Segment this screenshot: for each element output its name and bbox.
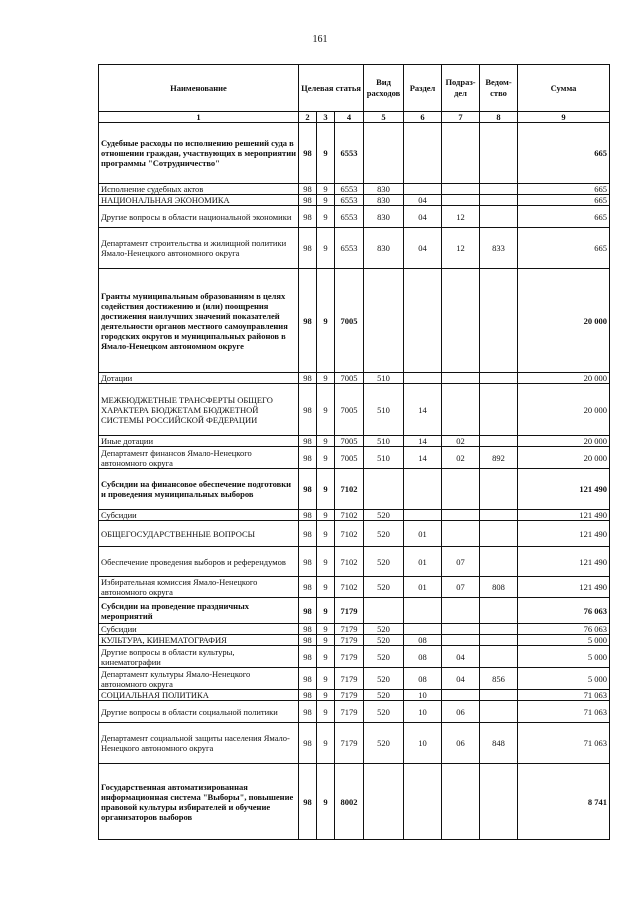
table-row	[99, 701, 610, 723]
column-number: 7	[442, 112, 480, 123]
table-row	[99, 598, 610, 624]
row-target-a: 98	[299, 646, 317, 668]
row-name: Субсидии на проведение праздничных мероприятий	[99, 598, 299, 624]
row-subsection	[442, 195, 480, 206]
row-sum: 71 063	[518, 690, 610, 701]
row-target-c: 6553	[335, 123, 364, 184]
row-expense-type: 510	[364, 436, 404, 447]
row-target-b: 9	[317, 701, 335, 723]
column-number: 4	[335, 112, 364, 123]
row-department	[480, 184, 518, 195]
row-expense-type: 510	[364, 384, 404, 436]
header-department: Ведом-ство	[480, 65, 518, 112]
row-target-b: 9	[317, 521, 335, 547]
row-name: Государственная автоматизированная информационная система "Выборы", повышение правовой культуры избирателей и обучение организаторов выборов	[99, 764, 299, 840]
row-department	[480, 764, 518, 840]
table-row	[99, 469, 610, 510]
row-name: НАЦИОНАЛЬНАЯ ЭКОНОМИКА	[99, 195, 299, 206]
row-target-b: 9	[317, 195, 335, 206]
column-number: 6	[404, 112, 442, 123]
table-row	[99, 624, 610, 635]
row-target-a: 98	[299, 510, 317, 521]
table-row	[99, 384, 610, 436]
row-department	[480, 624, 518, 635]
row-department	[480, 510, 518, 521]
budget-table	[98, 64, 610, 840]
row-target-b: 9	[317, 577, 335, 598]
row-name: СОЦИАЛЬНАЯ ПОЛИТИКА	[99, 690, 299, 701]
row-department	[480, 646, 518, 668]
row-department	[480, 206, 518, 228]
row-name: Субсидии	[99, 624, 299, 635]
row-target-c: 7005	[335, 384, 364, 436]
row-subsection: 04	[442, 668, 480, 690]
row-sum: 20 000	[518, 373, 610, 384]
row-department	[480, 521, 518, 547]
table-row	[99, 195, 610, 206]
row-target-a: 98	[299, 447, 317, 469]
row-target-c: 7179	[335, 598, 364, 624]
row-sum: 76 063	[518, 624, 610, 635]
row-name: Другие вопросы в области национальной экономики	[99, 206, 299, 228]
table-body	[99, 123, 610, 840]
row-subsection	[442, 184, 480, 195]
row-target-b: 9	[317, 624, 335, 635]
row-target-a: 98	[299, 764, 317, 840]
row-name: Иные дотации	[99, 436, 299, 447]
row-section: 14	[404, 384, 442, 436]
row-sum: 20 000	[518, 384, 610, 436]
column-number-row	[99, 112, 610, 123]
row-department	[480, 598, 518, 624]
row-sum: 665	[518, 195, 610, 206]
row-target-c: 7179	[335, 701, 364, 723]
row-name: Избирательная комиссия Ямало-Ненецкого автономного округа	[99, 577, 299, 598]
header-name: Наименование	[99, 65, 299, 112]
row-target-c: 7102	[335, 510, 364, 521]
row-section: 08	[404, 646, 442, 668]
header-row	[99, 65, 610, 112]
row-subsection: 06	[442, 723, 480, 764]
row-expense-type	[364, 469, 404, 510]
row-target-a: 98	[299, 521, 317, 547]
row-target-c: 7005	[335, 269, 364, 373]
row-name: Дотации	[99, 373, 299, 384]
row-target-c: 7005	[335, 373, 364, 384]
row-target-b: 9	[317, 510, 335, 521]
row-department: 856	[480, 668, 518, 690]
row-target-b: 9	[317, 184, 335, 195]
row-expense-type: 520	[364, 690, 404, 701]
column-number: 2	[299, 112, 317, 123]
row-section	[404, 373, 442, 384]
row-sum: 71 063	[518, 701, 610, 723]
row-subsection	[442, 764, 480, 840]
row-name: Субсидии	[99, 510, 299, 521]
table-row	[99, 521, 610, 547]
row-subsection: 04	[442, 646, 480, 668]
row-section	[404, 469, 442, 510]
row-department: 808	[480, 577, 518, 598]
row-expense-type: 520	[364, 635, 404, 646]
row-subsection: 12	[442, 206, 480, 228]
row-target-b: 9	[317, 646, 335, 668]
row-sum: 121 490	[518, 521, 610, 547]
row-target-c: 7179	[335, 624, 364, 635]
row-target-b: 9	[317, 598, 335, 624]
row-target-a: 98	[299, 195, 317, 206]
row-subsection	[442, 624, 480, 635]
row-subsection	[442, 635, 480, 646]
table-row	[99, 436, 610, 447]
row-subsection	[442, 510, 480, 521]
row-name: МЕЖБЮДЖЕТНЫЕ ТРАНСФЕРТЫ ОБЩЕГО ХАРАКТЕРА БЮДЖЕТАМ БЮДЖЕТНОЙ СИСТЕМЫ РОССИЙСКОЙ ФЕДЕРАЦИИ	[99, 384, 299, 436]
row-subsection	[442, 123, 480, 184]
row-section: 08	[404, 668, 442, 690]
row-target-c: 7179	[335, 668, 364, 690]
row-target-a: 98	[299, 701, 317, 723]
row-section: 01	[404, 521, 442, 547]
row-target-b: 9	[317, 547, 335, 577]
row-sum: 5 000	[518, 635, 610, 646]
row-target-c: 6553	[335, 228, 364, 269]
row-section: 04	[404, 228, 442, 269]
row-name: Судебные расходы по исполнению решений суда в отношении граждан, участвующих в мероприятии программы "Сотрудничество"	[99, 123, 299, 184]
row-sum: 121 490	[518, 547, 610, 577]
row-target-b: 9	[317, 723, 335, 764]
column-number: 8	[480, 112, 518, 123]
row-sum: 20 000	[518, 447, 610, 469]
table-row	[99, 690, 610, 701]
row-target-b: 9	[317, 269, 335, 373]
table-row	[99, 577, 610, 598]
row-target-b: 9	[317, 228, 335, 269]
row-department	[480, 690, 518, 701]
row-department: 892	[480, 447, 518, 469]
column-number: 3	[317, 112, 335, 123]
row-sum: 71 063	[518, 723, 610, 764]
row-department	[480, 701, 518, 723]
row-target-b: 9	[317, 436, 335, 447]
row-section: 01	[404, 547, 442, 577]
row-target-a: 98	[299, 373, 317, 384]
table-row	[99, 228, 610, 269]
row-target-c: 6553	[335, 184, 364, 195]
row-target-c: 7102	[335, 547, 364, 577]
column-number: 5	[364, 112, 404, 123]
row-department	[480, 373, 518, 384]
row-sum: 665	[518, 123, 610, 184]
row-target-a: 98	[299, 228, 317, 269]
row-name: Гранты муниципальным образованиям в целях содействия достижению и (или) поощрения достижения наилучших значений показателей деятельности органов местного самоуправления городских округов и муниципальных районов в Ямало-Ненецком автономном округе	[99, 269, 299, 373]
row-subsection: 02	[442, 447, 480, 469]
row-target-b: 9	[317, 123, 335, 184]
row-target-c: 7102	[335, 469, 364, 510]
row-target-b: 9	[317, 764, 335, 840]
row-expense-type	[364, 123, 404, 184]
row-department	[480, 269, 518, 373]
row-target-a: 98	[299, 384, 317, 436]
row-department	[480, 195, 518, 206]
row-target-c: 7005	[335, 436, 364, 447]
row-name: Департамент культуры Ямало-Ненецкого автономного округа	[99, 668, 299, 690]
row-target-b: 9	[317, 373, 335, 384]
table-row	[99, 764, 610, 840]
table-row	[99, 668, 610, 690]
row-subsection	[442, 598, 480, 624]
row-target-a: 98	[299, 577, 317, 598]
row-sum: 121 490	[518, 577, 610, 598]
header-sum: Сумма	[518, 65, 610, 112]
row-name: Департамент социальной защиты населения Ямало-Ненецкого автономного округа	[99, 723, 299, 764]
row-sum: 121 490	[518, 469, 610, 510]
row-target-a: 98	[299, 690, 317, 701]
row-target-c: 6553	[335, 195, 364, 206]
row-section: 08	[404, 635, 442, 646]
table-row	[99, 646, 610, 668]
table-row	[99, 269, 610, 373]
row-target-b: 9	[317, 469, 335, 510]
row-target-b: 9	[317, 668, 335, 690]
table-row	[99, 373, 610, 384]
row-expense-type: 830	[364, 206, 404, 228]
row-department	[480, 123, 518, 184]
row-section	[404, 510, 442, 521]
row-target-c: 7179	[335, 690, 364, 701]
row-target-a: 98	[299, 269, 317, 373]
column-number: 1	[99, 112, 299, 123]
row-expense-type: 830	[364, 195, 404, 206]
table-row	[99, 447, 610, 469]
row-section: 04	[404, 195, 442, 206]
row-subsection	[442, 521, 480, 547]
row-expense-type: 520	[364, 521, 404, 547]
row-sum: 5 000	[518, 646, 610, 668]
row-section	[404, 598, 442, 624]
row-section	[404, 764, 442, 840]
row-sum: 665	[518, 228, 610, 269]
row-expense-type: 520	[364, 701, 404, 723]
row-target-b: 9	[317, 635, 335, 646]
row-subsection: 12	[442, 228, 480, 269]
row-target-c: 8002	[335, 764, 364, 840]
row-section: 10	[404, 701, 442, 723]
row-target-c: 7102	[335, 577, 364, 598]
row-expense-type: 520	[364, 510, 404, 521]
row-sum: 121 490	[518, 510, 610, 521]
row-name: Другие вопросы в области культуры, кинематографии	[99, 646, 299, 668]
row-subsection: 02	[442, 436, 480, 447]
table-row	[99, 510, 610, 521]
row-expense-type: 830	[364, 228, 404, 269]
row-expense-type	[364, 764, 404, 840]
row-expense-type: 520	[364, 646, 404, 668]
row-department	[480, 436, 518, 447]
row-target-b: 9	[317, 384, 335, 436]
row-target-a: 98	[299, 668, 317, 690]
row-expense-type: 510	[364, 373, 404, 384]
row-department	[480, 469, 518, 510]
row-target-a: 98	[299, 723, 317, 764]
header-subsection: Подраз-дел	[442, 65, 480, 112]
row-expense-type: 830	[364, 184, 404, 195]
row-name: КУЛЬТУРА, КИНЕМАТОГРАФИЯ	[99, 635, 299, 646]
row-target-b: 9	[317, 690, 335, 701]
page-number: 161	[312, 34, 328, 45]
row-expense-type: 520	[364, 668, 404, 690]
table-row	[99, 635, 610, 646]
row-section: 10	[404, 723, 442, 764]
row-subsection	[442, 373, 480, 384]
row-section: 01	[404, 577, 442, 598]
row-sum: 8 741	[518, 764, 610, 840]
row-expense-type	[364, 269, 404, 373]
table-row	[99, 547, 610, 577]
row-section: 14	[404, 436, 442, 447]
row-subsection	[442, 690, 480, 701]
row-sum: 76 063	[518, 598, 610, 624]
row-target-a: 98	[299, 206, 317, 228]
row-target-a: 98	[299, 123, 317, 184]
row-section	[404, 269, 442, 373]
row-sum: 20 000	[518, 269, 610, 373]
header-target: Целевая статья	[299, 65, 364, 112]
row-target-a: 98	[299, 547, 317, 577]
header-section: Раздел	[404, 65, 442, 112]
row-sum: 5 000	[518, 668, 610, 690]
row-section	[404, 624, 442, 635]
row-target-b: 9	[317, 447, 335, 469]
row-expense-type: 520	[364, 723, 404, 764]
row-target-c: 7102	[335, 521, 364, 547]
row-target-a: 98	[299, 436, 317, 447]
row-name: Департамент финансов Ямало-Ненецкого автономного округа	[99, 447, 299, 469]
row-sum: 665	[518, 206, 610, 228]
row-subsection	[442, 269, 480, 373]
row-section	[404, 123, 442, 184]
row-target-a: 98	[299, 598, 317, 624]
row-target-a: 98	[299, 184, 317, 195]
table-row	[99, 184, 610, 195]
row-department: 833	[480, 228, 518, 269]
row-section: 04	[404, 206, 442, 228]
row-name: Субсидии на финансовое обеспечение подготовки и проведения муниципальных выборов	[99, 469, 299, 510]
row-department	[480, 384, 518, 436]
row-target-a: 98	[299, 624, 317, 635]
row-name: Обеспечение проведения выборов и референдумов	[99, 547, 299, 577]
row-name: ОБЩЕГОСУДАРСТВЕННЫЕ ВОПРОСЫ	[99, 521, 299, 547]
row-target-c: 6553	[335, 206, 364, 228]
row-target-a: 98	[299, 635, 317, 646]
row-expense-type: 520	[364, 624, 404, 635]
row-sum: 20 000	[518, 436, 610, 447]
table-row	[99, 206, 610, 228]
row-section	[404, 184, 442, 195]
header-expense-type: Вид расходов	[364, 65, 404, 112]
row-target-c: 7005	[335, 447, 364, 469]
row-subsection: 07	[442, 577, 480, 598]
row-target-c: 7179	[335, 723, 364, 764]
row-section: 10	[404, 690, 442, 701]
row-subsection: 07	[442, 547, 480, 577]
row-name: Исполнение судебных актов	[99, 184, 299, 195]
row-expense-type: 510	[364, 447, 404, 469]
row-name: Департамент строительства и жилищной политики Ямало-Ненецкого автономного округа	[99, 228, 299, 269]
row-sum: 665	[518, 184, 610, 195]
row-target-b: 9	[317, 206, 335, 228]
table-row	[99, 723, 610, 764]
row-department: 848	[480, 723, 518, 764]
column-number: 9	[518, 112, 610, 123]
row-target-c: 7179	[335, 635, 364, 646]
row-target-a: 98	[299, 469, 317, 510]
row-expense-type	[364, 598, 404, 624]
row-subsection	[442, 469, 480, 510]
row-target-c: 7179	[335, 646, 364, 668]
row-section: 14	[404, 447, 442, 469]
row-subsection: 06	[442, 701, 480, 723]
table-row	[99, 123, 610, 184]
row-department	[480, 547, 518, 577]
row-department	[480, 635, 518, 646]
row-expense-type: 520	[364, 547, 404, 577]
row-name: Другие вопросы в области социальной политики	[99, 701, 299, 723]
row-subsection	[442, 384, 480, 436]
row-expense-type: 520	[364, 577, 404, 598]
